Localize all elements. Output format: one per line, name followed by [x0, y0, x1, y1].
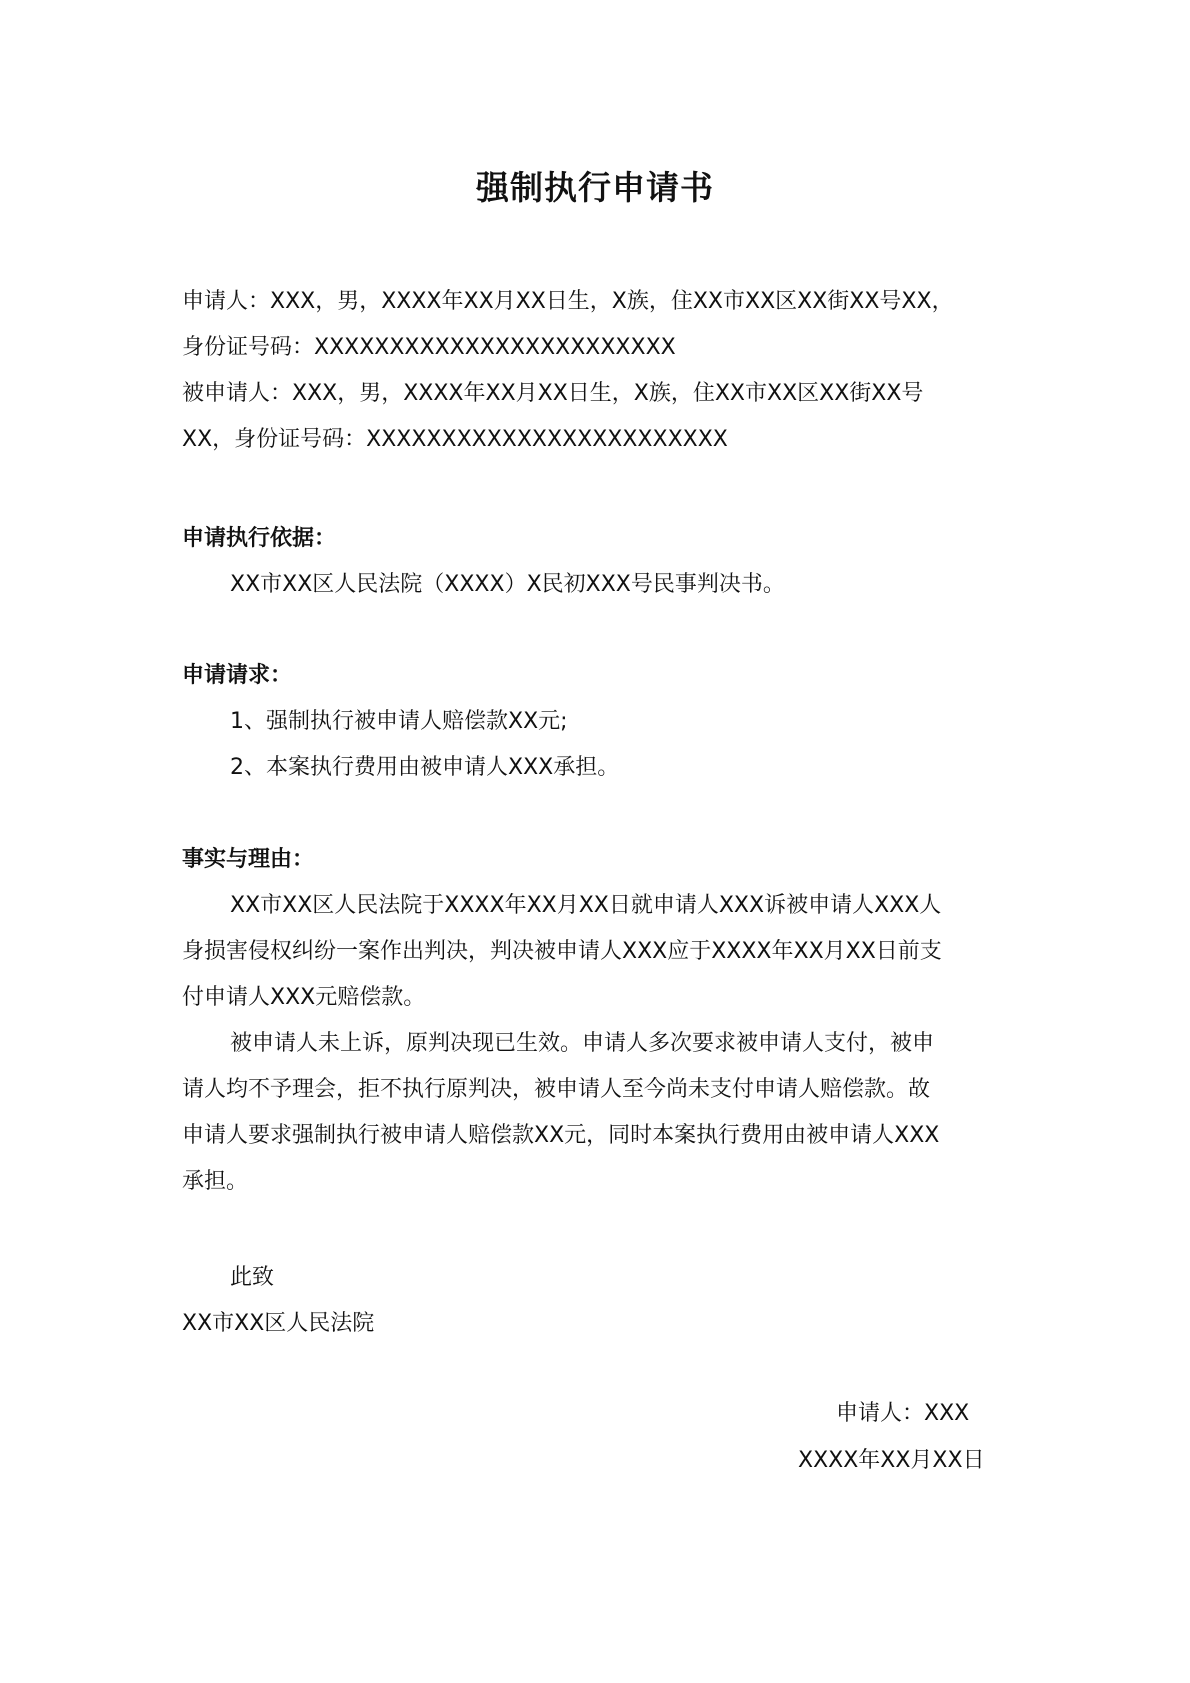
- basis-section: [182, 516, 1017, 608]
- requests-section: [182, 653, 1017, 791]
- signature-applicant: 申请人：XXX: [836, 1401, 970, 1426]
- salutation: 此致: [230, 1265, 275, 1290]
- applicant-line-2: 身份证号码：XXXXXXXXXXXXXXXXXXXXXXXX: [182, 335, 676, 360]
- basis-heading: 申请执行依据：: [182, 526, 337, 551]
- applicant-line-1: 申请人：XXX，男，XXXX年XX月XX日生，X族，住XX市XX区XX街XX号XX，: [182, 289, 954, 314]
- facts-p2-line-4: 承担。: [182, 1169, 249, 1194]
- respondent-line-2: XX，身份证号码：XXXXXXXXXXXXXXXXXXXXXXXX: [182, 427, 728, 452]
- facts-p1-line-2: 身损害侵权纠纷一案作出判决，判决被申请人XXX应于XXXX年XX月XX日前支: [182, 939, 942, 964]
- requests-heading: 申请请求：: [182, 663, 293, 688]
- document-title: 强制执行申请书: [476, 168, 714, 207]
- court-name: XX市XX区人民法院: [182, 1311, 375, 1336]
- facts-p2-line-3: 申请人要求强制执行被申请人赔偿款XX元，同时本案执行费用由被申请人XXX: [182, 1123, 940, 1148]
- signature-date: XXXX年XX月XX日: [798, 1448, 985, 1473]
- facts-p2-line-2: 请人均不予理会，拒不执行原判决，被申请人至今尚未支付申请人赔偿款。故: [182, 1077, 931, 1102]
- facts-p1-line-3: 付申请人XXX元赔偿款。: [182, 985, 426, 1010]
- parties-section: [182, 279, 1017, 463]
- respondent-line-1: 被申请人：XXX，男，XXXX年XX月XX日生，X族，住XX市XX区XX街XX号: [182, 381, 924, 406]
- basis-text: XX市XX区人民法院（XXXX）X民初XXX号民事判决书。: [230, 572, 785, 597]
- closing-section: [182, 1255, 1017, 1347]
- facts-section: [182, 837, 1017, 1205]
- request-item-2: 2、本案执行费用由被申请人XXX承担。: [230, 755, 620, 780]
- facts-heading: 事实与理由：: [182, 847, 315, 872]
- facts-p2-line-1: 被申请人未上诉，原判决现已生效。申请人多次要求被申请人支付，被申: [230, 1031, 935, 1056]
- facts-p1-line-1: XX市XX区人民法院于XXXX年XX月XX日就申请人XXX诉被申请人XXX人: [230, 893, 942, 918]
- request-item-1: 1、强制执行被申请人赔偿款XX元;: [230, 709, 568, 734]
